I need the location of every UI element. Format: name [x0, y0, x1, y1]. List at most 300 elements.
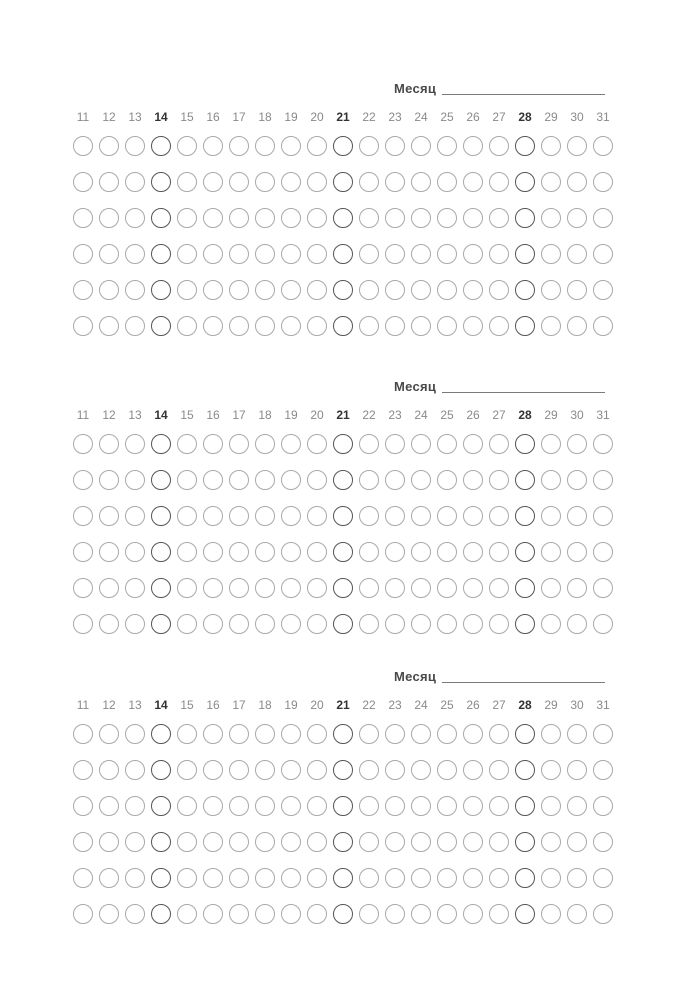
day-checkbox-circle[interactable] — [333, 280, 353, 300]
day-checkbox-circle[interactable] — [177, 316, 197, 336]
day-checkbox-circle[interactable] — [177, 760, 197, 780]
day-checkbox-circle[interactable] — [541, 832, 561, 852]
day-checkbox-circle[interactable] — [99, 542, 119, 562]
day-checkbox-circle[interactable] — [177, 208, 197, 228]
day-checkbox-circle[interactable] — [307, 506, 327, 526]
day-checkbox-circle[interactable] — [489, 796, 509, 816]
day-checkbox-circle[interactable] — [73, 760, 93, 780]
day-checkbox-circle[interactable] — [411, 172, 431, 192]
day-checkbox-circle[interactable] — [125, 760, 145, 780]
day-checkbox-circle[interactable] — [515, 542, 535, 562]
day-checkbox-circle[interactable] — [567, 832, 587, 852]
day-checkbox-circle[interactable] — [255, 244, 275, 264]
day-checkbox-circle[interactable] — [229, 796, 249, 816]
day-checkbox-circle[interactable] — [567, 208, 587, 228]
day-checkbox-circle[interactable] — [151, 542, 171, 562]
day-checkbox-circle[interactable] — [99, 868, 119, 888]
day-checkbox-circle[interactable] — [203, 244, 223, 264]
day-checkbox-circle[interactable] — [385, 280, 405, 300]
day-checkbox-circle[interactable] — [567, 796, 587, 816]
day-checkbox-circle[interactable] — [515, 904, 535, 924]
day-checkbox-circle[interactable] — [567, 724, 587, 744]
day-checkbox-circle[interactable] — [463, 280, 483, 300]
day-checkbox-circle[interactable] — [359, 280, 379, 300]
day-checkbox-circle[interactable] — [541, 244, 561, 264]
day-checkbox-circle[interactable] — [203, 832, 223, 852]
day-checkbox-circle[interactable] — [125, 614, 145, 634]
day-checkbox-circle[interactable] — [73, 208, 93, 228]
day-checkbox-circle[interactable] — [307, 542, 327, 562]
day-checkbox-circle[interactable] — [359, 470, 379, 490]
day-checkbox-circle[interactable] — [411, 316, 431, 336]
day-checkbox-circle[interactable] — [411, 904, 431, 924]
day-checkbox-circle[interactable] — [593, 904, 613, 924]
day-checkbox-circle[interactable] — [515, 208, 535, 228]
day-checkbox-circle[interactable] — [593, 614, 613, 634]
day-checkbox-circle[interactable] — [567, 904, 587, 924]
day-checkbox-circle[interactable] — [359, 172, 379, 192]
day-checkbox-circle[interactable] — [151, 904, 171, 924]
day-checkbox-circle[interactable] — [541, 280, 561, 300]
day-checkbox-circle[interactable] — [463, 578, 483, 598]
day-checkbox-circle[interactable] — [411, 208, 431, 228]
day-checkbox-circle[interactable] — [515, 136, 535, 156]
day-checkbox-circle[interactable] — [177, 868, 197, 888]
day-checkbox-circle[interactable] — [203, 904, 223, 924]
day-checkbox-circle[interactable] — [463, 172, 483, 192]
day-checkbox-circle[interactable] — [463, 832, 483, 852]
day-checkbox-circle[interactable] — [385, 244, 405, 264]
day-checkbox-circle[interactable] — [541, 724, 561, 744]
day-checkbox-circle[interactable] — [515, 724, 535, 744]
day-checkbox-circle[interactable] — [255, 172, 275, 192]
day-checkbox-circle[interactable] — [255, 904, 275, 924]
day-checkbox-circle[interactable] — [593, 832, 613, 852]
day-checkbox-circle[interactable] — [411, 832, 431, 852]
day-checkbox-circle[interactable] — [437, 542, 457, 562]
day-checkbox-circle[interactable] — [489, 832, 509, 852]
day-checkbox-circle[interactable] — [333, 434, 353, 454]
day-checkbox-circle[interactable] — [489, 506, 509, 526]
day-checkbox-circle[interactable] — [73, 316, 93, 336]
day-checkbox-circle[interactable] — [151, 578, 171, 598]
day-checkbox-circle[interactable] — [489, 760, 509, 780]
day-checkbox-circle[interactable] — [151, 434, 171, 454]
day-checkbox-circle[interactable] — [177, 904, 197, 924]
day-checkbox-circle[interactable] — [567, 136, 587, 156]
day-checkbox-circle[interactable] — [359, 542, 379, 562]
day-checkbox-circle[interactable] — [541, 470, 561, 490]
day-checkbox-circle[interactable] — [255, 724, 275, 744]
day-checkbox-circle[interactable] — [333, 904, 353, 924]
day-checkbox-circle[interactable] — [385, 832, 405, 852]
day-checkbox-circle[interactable] — [203, 796, 223, 816]
day-checkbox-circle[interactable] — [99, 136, 119, 156]
day-checkbox-circle[interactable] — [385, 506, 405, 526]
day-checkbox-circle[interactable] — [307, 208, 327, 228]
day-checkbox-circle[interactable] — [229, 868, 249, 888]
day-checkbox-circle[interactable] — [593, 280, 613, 300]
day-checkbox-circle[interactable] — [437, 724, 457, 744]
day-checkbox-circle[interactable] — [255, 136, 275, 156]
day-checkbox-circle[interactable] — [515, 832, 535, 852]
day-checkbox-circle[interactable] — [463, 542, 483, 562]
day-checkbox-circle[interactable] — [281, 434, 301, 454]
day-checkbox-circle[interactable] — [567, 868, 587, 888]
day-checkbox-circle[interactable] — [437, 208, 457, 228]
day-checkbox-circle[interactable] — [437, 434, 457, 454]
day-checkbox-circle[interactable] — [229, 578, 249, 598]
day-checkbox-circle[interactable] — [411, 614, 431, 634]
day-checkbox-circle[interactable] — [463, 434, 483, 454]
day-checkbox-circle[interactable] — [437, 172, 457, 192]
day-checkbox-circle[interactable] — [229, 172, 249, 192]
day-checkbox-circle[interactable] — [307, 868, 327, 888]
day-checkbox-circle[interactable] — [567, 470, 587, 490]
day-checkbox-circle[interactable] — [411, 760, 431, 780]
day-checkbox-circle[interactable] — [281, 578, 301, 598]
day-checkbox-circle[interactable] — [437, 832, 457, 852]
day-checkbox-circle[interactable] — [73, 136, 93, 156]
day-checkbox-circle[interactable] — [567, 760, 587, 780]
day-checkbox-circle[interactable] — [333, 796, 353, 816]
day-checkbox-circle[interactable] — [73, 280, 93, 300]
day-checkbox-circle[interactable] — [125, 172, 145, 192]
day-checkbox-circle[interactable] — [411, 470, 431, 490]
day-checkbox-circle[interactable] — [307, 904, 327, 924]
day-checkbox-circle[interactable] — [255, 578, 275, 598]
day-checkbox-circle[interactable] — [229, 832, 249, 852]
day-checkbox-circle[interactable] — [281, 172, 301, 192]
day-checkbox-circle[interactable] — [203, 506, 223, 526]
day-checkbox-circle[interactable] — [489, 316, 509, 336]
day-checkbox-circle[interactable] — [73, 542, 93, 562]
day-checkbox-circle[interactable] — [359, 316, 379, 336]
day-checkbox-circle[interactable] — [489, 280, 509, 300]
day-checkbox-circle[interactable] — [541, 506, 561, 526]
day-checkbox-circle[interactable] — [73, 172, 93, 192]
day-checkbox-circle[interactable] — [99, 724, 119, 744]
day-checkbox-circle[interactable] — [489, 868, 509, 888]
day-checkbox-circle[interactable] — [125, 832, 145, 852]
day-checkbox-circle[interactable] — [593, 434, 613, 454]
day-checkbox-circle[interactable] — [99, 208, 119, 228]
day-checkbox-circle[interactable] — [229, 316, 249, 336]
day-checkbox-circle[interactable] — [437, 316, 457, 336]
day-checkbox-circle[interactable] — [567, 172, 587, 192]
day-checkbox-circle[interactable] — [333, 578, 353, 598]
day-checkbox-circle[interactable] — [541, 136, 561, 156]
day-checkbox-circle[interactable] — [229, 434, 249, 454]
day-checkbox-circle[interactable] — [255, 316, 275, 336]
day-checkbox-circle[interactable] — [333, 470, 353, 490]
day-checkbox-circle[interactable] — [307, 136, 327, 156]
day-checkbox-circle[interactable] — [541, 172, 561, 192]
day-checkbox-circle[interactable] — [593, 208, 613, 228]
day-checkbox-circle[interactable] — [229, 208, 249, 228]
day-checkbox-circle[interactable] — [567, 280, 587, 300]
day-checkbox-circle[interactable] — [593, 136, 613, 156]
day-checkbox-circle[interactable] — [385, 434, 405, 454]
day-checkbox-circle[interactable] — [385, 868, 405, 888]
day-checkbox-circle[interactable] — [489, 244, 509, 264]
day-checkbox-circle[interactable] — [593, 316, 613, 336]
day-checkbox-circle[interactable] — [281, 208, 301, 228]
day-checkbox-circle[interactable] — [307, 724, 327, 744]
day-checkbox-circle[interactable] — [333, 868, 353, 888]
day-checkbox-circle[interactable] — [333, 724, 353, 744]
day-checkbox-circle[interactable] — [489, 136, 509, 156]
day-checkbox-circle[interactable] — [463, 614, 483, 634]
day-checkbox-circle[interactable] — [151, 796, 171, 816]
day-checkbox-circle[interactable] — [437, 868, 457, 888]
day-checkbox-circle[interactable] — [359, 832, 379, 852]
day-checkbox-circle[interactable] — [125, 542, 145, 562]
day-checkbox-circle[interactable] — [229, 614, 249, 634]
day-checkbox-circle[interactable] — [281, 506, 301, 526]
day-checkbox-circle[interactable] — [203, 208, 223, 228]
day-checkbox-circle[interactable] — [385, 614, 405, 634]
day-checkbox-circle[interactable] — [333, 244, 353, 264]
day-checkbox-circle[interactable] — [307, 316, 327, 336]
day-checkbox-circle[interactable] — [411, 578, 431, 598]
day-checkbox-circle[interactable] — [73, 868, 93, 888]
day-checkbox-circle[interactable] — [99, 506, 119, 526]
day-checkbox-circle[interactable] — [99, 760, 119, 780]
day-checkbox-circle[interactable] — [99, 434, 119, 454]
day-checkbox-circle[interactable] — [359, 868, 379, 888]
day-checkbox-circle[interactable] — [281, 868, 301, 888]
day-checkbox-circle[interactable] — [177, 724, 197, 744]
day-checkbox-circle[interactable] — [463, 470, 483, 490]
day-checkbox-circle[interactable] — [281, 136, 301, 156]
day-checkbox-circle[interactable] — [567, 506, 587, 526]
day-checkbox-circle[interactable] — [229, 724, 249, 744]
day-checkbox-circle[interactable] — [593, 470, 613, 490]
day-checkbox-circle[interactable] — [151, 760, 171, 780]
day-checkbox-circle[interactable] — [359, 434, 379, 454]
day-checkbox-circle[interactable] — [541, 434, 561, 454]
day-checkbox-circle[interactable] — [385, 136, 405, 156]
day-checkbox-circle[interactable] — [151, 868, 171, 888]
day-checkbox-circle[interactable] — [567, 614, 587, 634]
day-checkbox-circle[interactable] — [99, 280, 119, 300]
day-checkbox-circle[interactable] — [307, 470, 327, 490]
day-checkbox-circle[interactable] — [281, 760, 301, 780]
day-checkbox-circle[interactable] — [281, 316, 301, 336]
day-checkbox-circle[interactable] — [567, 244, 587, 264]
day-checkbox-circle[interactable] — [229, 542, 249, 562]
day-checkbox-circle[interactable] — [255, 614, 275, 634]
day-checkbox-circle[interactable] — [151, 280, 171, 300]
day-checkbox-circle[interactable] — [307, 832, 327, 852]
day-checkbox-circle[interactable] — [99, 172, 119, 192]
day-checkbox-circle[interactable] — [333, 614, 353, 634]
day-checkbox-circle[interactable] — [411, 542, 431, 562]
day-checkbox-circle[interactable] — [229, 244, 249, 264]
day-checkbox-circle[interactable] — [151, 724, 171, 744]
day-checkbox-circle[interactable] — [437, 760, 457, 780]
day-checkbox-circle[interactable] — [489, 172, 509, 192]
day-checkbox-circle[interactable] — [177, 172, 197, 192]
day-checkbox-circle[interactable] — [229, 506, 249, 526]
day-checkbox-circle[interactable] — [489, 578, 509, 598]
day-checkbox-circle[interactable] — [203, 280, 223, 300]
day-checkbox-circle[interactable] — [125, 904, 145, 924]
day-checkbox-circle[interactable] — [125, 208, 145, 228]
day-checkbox-circle[interactable] — [307, 760, 327, 780]
day-checkbox-circle[interactable] — [203, 614, 223, 634]
day-checkbox-circle[interactable] — [489, 614, 509, 634]
day-checkbox-circle[interactable] — [125, 506, 145, 526]
day-checkbox-circle[interactable] — [567, 316, 587, 336]
day-checkbox-circle[interactable] — [567, 578, 587, 598]
day-checkbox-circle[interactable] — [489, 542, 509, 562]
day-checkbox-circle[interactable] — [99, 244, 119, 264]
day-checkbox-circle[interactable] — [177, 244, 197, 264]
day-checkbox-circle[interactable] — [99, 578, 119, 598]
day-checkbox-circle[interactable] — [411, 796, 431, 816]
day-checkbox-circle[interactable] — [593, 760, 613, 780]
day-checkbox-circle[interactable] — [489, 724, 509, 744]
day-checkbox-circle[interactable] — [281, 542, 301, 562]
day-checkbox-circle[interactable] — [333, 316, 353, 336]
day-checkbox-circle[interactable] — [281, 280, 301, 300]
day-checkbox-circle[interactable] — [203, 434, 223, 454]
day-checkbox-circle[interactable] — [385, 904, 405, 924]
day-checkbox-circle[interactable] — [333, 832, 353, 852]
day-checkbox-circle[interactable] — [385, 316, 405, 336]
day-checkbox-circle[interactable] — [281, 832, 301, 852]
day-checkbox-circle[interactable] — [255, 208, 275, 228]
day-checkbox-circle[interactable] — [541, 868, 561, 888]
day-checkbox-circle[interactable] — [151, 832, 171, 852]
day-checkbox-circle[interactable] — [229, 136, 249, 156]
day-checkbox-circle[interactable] — [385, 542, 405, 562]
day-checkbox-circle[interactable] — [281, 244, 301, 264]
day-checkbox-circle[interactable] — [203, 542, 223, 562]
day-checkbox-circle[interactable] — [281, 470, 301, 490]
day-checkbox-circle[interactable] — [593, 868, 613, 888]
day-checkbox-circle[interactable] — [437, 614, 457, 634]
day-checkbox-circle[interactable] — [73, 796, 93, 816]
day-checkbox-circle[interactable] — [229, 904, 249, 924]
day-checkbox-circle[interactable] — [99, 614, 119, 634]
day-checkbox-circle[interactable] — [125, 316, 145, 336]
day-checkbox-circle[interactable] — [125, 280, 145, 300]
day-checkbox-circle[interactable] — [437, 136, 457, 156]
day-checkbox-circle[interactable] — [73, 578, 93, 598]
day-checkbox-circle[interactable] — [177, 506, 197, 526]
day-checkbox-circle[interactable] — [125, 724, 145, 744]
day-checkbox-circle[interactable] — [203, 724, 223, 744]
day-checkbox-circle[interactable] — [593, 796, 613, 816]
day-checkbox-circle[interactable] — [359, 208, 379, 228]
day-checkbox-circle[interactable] — [385, 172, 405, 192]
day-checkbox-circle[interactable] — [307, 614, 327, 634]
day-checkbox-circle[interactable] — [255, 470, 275, 490]
day-checkbox-circle[interactable] — [307, 796, 327, 816]
day-checkbox-circle[interactable] — [255, 868, 275, 888]
day-checkbox-circle[interactable] — [385, 578, 405, 598]
day-checkbox-circle[interactable] — [177, 614, 197, 634]
day-checkbox-circle[interactable] — [567, 434, 587, 454]
day-checkbox-circle[interactable] — [255, 434, 275, 454]
day-checkbox-circle[interactable] — [255, 760, 275, 780]
day-checkbox-circle[interactable] — [333, 542, 353, 562]
day-checkbox-circle[interactable] — [281, 904, 301, 924]
day-checkbox-circle[interactable] — [125, 796, 145, 816]
day-checkbox-circle[interactable] — [281, 724, 301, 744]
day-checkbox-circle[interactable] — [229, 760, 249, 780]
day-checkbox-circle[interactable] — [515, 578, 535, 598]
day-checkbox-circle[interactable] — [125, 136, 145, 156]
day-checkbox-circle[interactable] — [333, 136, 353, 156]
day-checkbox-circle[interactable] — [541, 542, 561, 562]
day-checkbox-circle[interactable] — [359, 244, 379, 264]
day-checkbox-circle[interactable] — [411, 434, 431, 454]
day-checkbox-circle[interactable] — [307, 244, 327, 264]
day-checkbox-circle[interactable] — [463, 136, 483, 156]
day-checkbox-circle[interactable] — [307, 578, 327, 598]
day-checkbox-circle[interactable] — [489, 470, 509, 490]
day-checkbox-circle[interactable] — [99, 832, 119, 852]
day-checkbox-circle[interactable] — [463, 760, 483, 780]
day-checkbox-circle[interactable] — [255, 832, 275, 852]
day-checkbox-circle[interactable] — [177, 832, 197, 852]
day-checkbox-circle[interactable] — [177, 796, 197, 816]
day-checkbox-circle[interactable] — [515, 280, 535, 300]
day-checkbox-circle[interactable] — [73, 470, 93, 490]
day-checkbox-circle[interactable] — [463, 904, 483, 924]
month-write-line[interactable] — [442, 94, 605, 95]
day-checkbox-circle[interactable] — [385, 724, 405, 744]
day-checkbox-circle[interactable] — [437, 578, 457, 598]
day-checkbox-circle[interactable] — [359, 578, 379, 598]
day-checkbox-circle[interactable] — [73, 244, 93, 264]
day-checkbox-circle[interactable] — [593, 724, 613, 744]
day-checkbox-circle[interactable] — [177, 542, 197, 562]
day-checkbox-circle[interactable] — [151, 208, 171, 228]
day-checkbox-circle[interactable] — [333, 760, 353, 780]
day-checkbox-circle[interactable] — [489, 434, 509, 454]
day-checkbox-circle[interactable] — [333, 506, 353, 526]
day-checkbox-circle[interactable] — [515, 316, 535, 336]
day-checkbox-circle[interactable] — [359, 136, 379, 156]
day-checkbox-circle[interactable] — [463, 506, 483, 526]
day-checkbox-circle[interactable] — [99, 796, 119, 816]
day-checkbox-circle[interactable] — [593, 506, 613, 526]
day-checkbox-circle[interactable] — [125, 244, 145, 264]
day-checkbox-circle[interactable] — [463, 208, 483, 228]
day-checkbox-circle[interactable] — [515, 172, 535, 192]
day-checkbox-circle[interactable] — [463, 316, 483, 336]
day-checkbox-circle[interactable] — [567, 542, 587, 562]
day-checkbox-circle[interactable] — [177, 578, 197, 598]
month-write-line[interactable] — [442, 682, 605, 683]
day-checkbox-circle[interactable] — [411, 280, 431, 300]
day-checkbox-circle[interactable] — [255, 506, 275, 526]
day-checkbox-circle[interactable] — [437, 796, 457, 816]
day-checkbox-circle[interactable] — [255, 280, 275, 300]
day-checkbox-circle[interactable] — [151, 614, 171, 634]
day-checkbox-circle[interactable] — [541, 904, 561, 924]
day-checkbox-circle[interactable] — [203, 578, 223, 598]
day-checkbox-circle[interactable] — [515, 614, 535, 634]
day-checkbox-circle[interactable] — [307, 280, 327, 300]
day-checkbox-circle[interactable] — [73, 832, 93, 852]
day-checkbox-circle[interactable] — [151, 172, 171, 192]
